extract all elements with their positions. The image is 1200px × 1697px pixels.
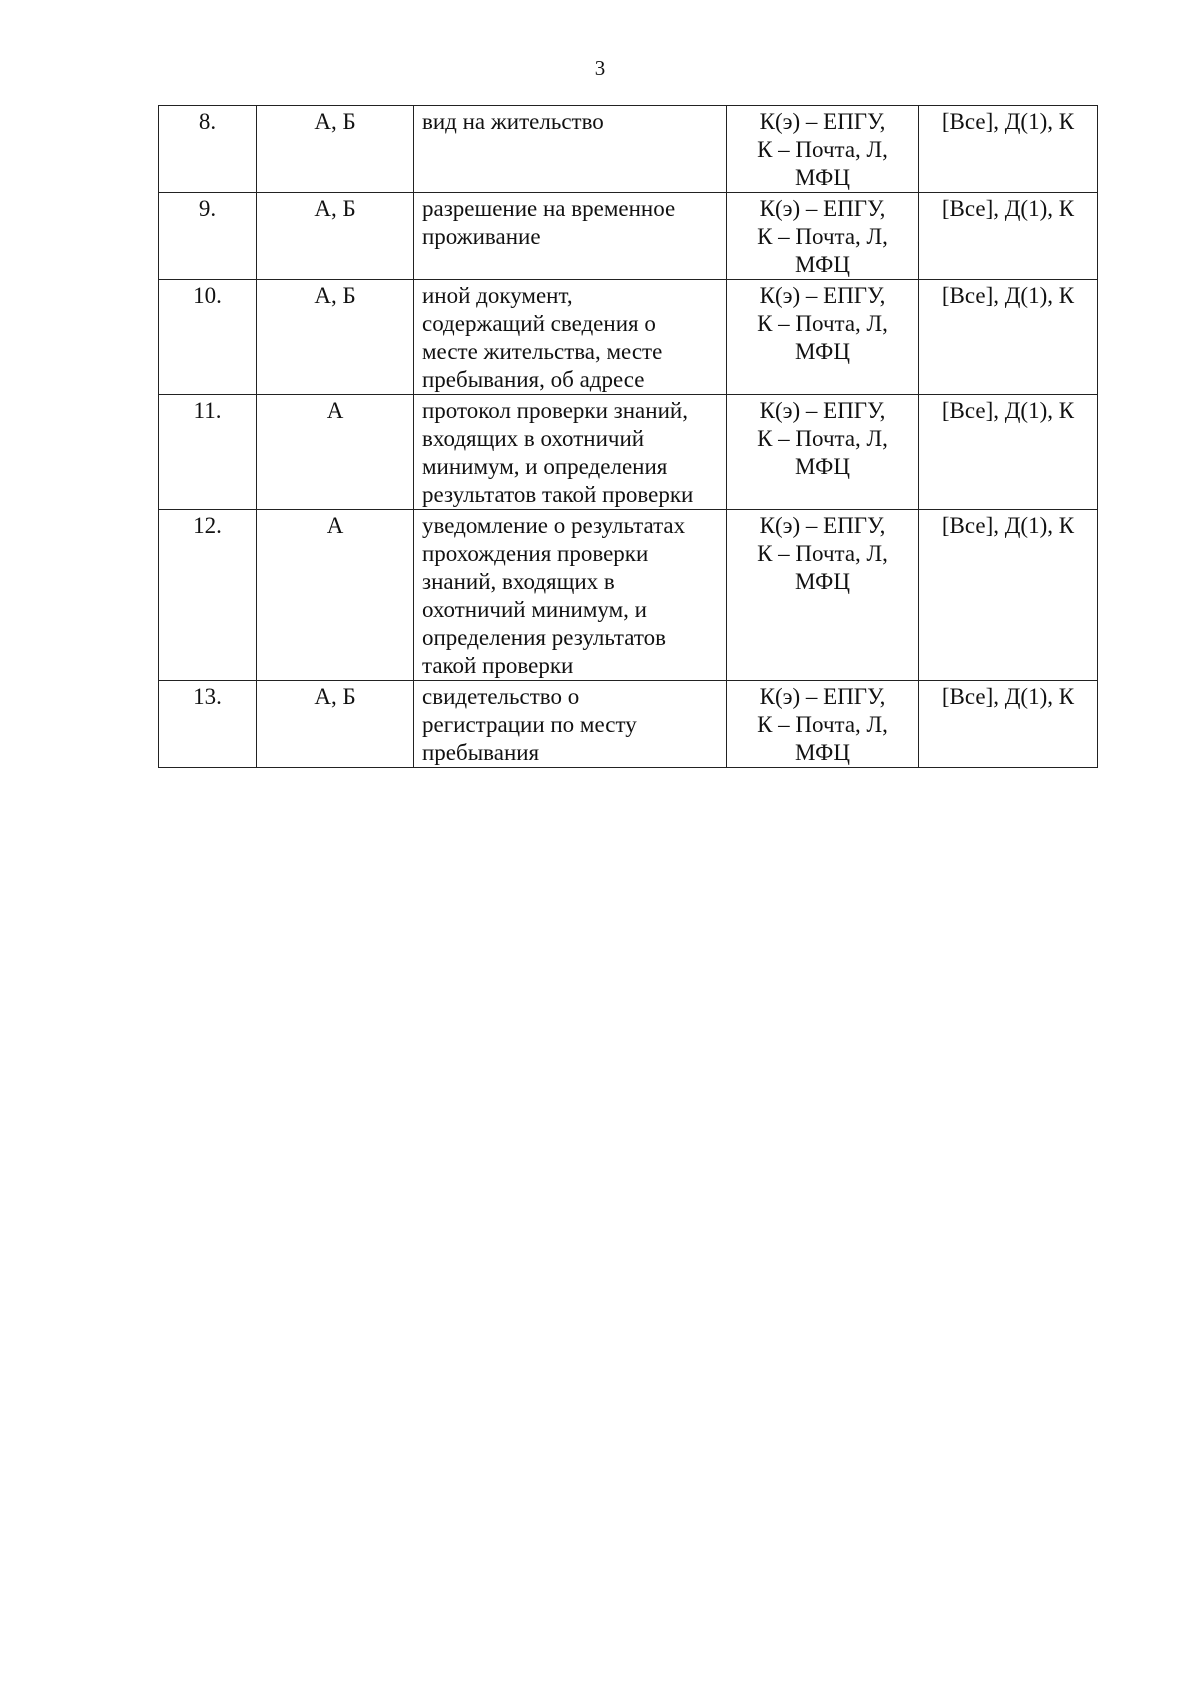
submission-method-line: К – Почта, Л,: [757, 426, 888, 451]
row-number-cell: 9.: [159, 193, 257, 280]
document-name-line: определения результатов: [422, 625, 666, 650]
requirements-cell: [Все], Д(1), К: [919, 106, 1098, 193]
row-number-cell: 12.: [159, 510, 257, 681]
submission-method-cell: [727, 193, 919, 280]
document-name-line: входящих в охотничий: [422, 426, 645, 451]
document-name-line: протокол проверки знаний,: [422, 398, 688, 423]
document-name-line: охотничий минимум, и: [422, 597, 647, 622]
submission-method-line: К – Почта, Л,: [757, 712, 888, 737]
submission-method-line: МФЦ: [795, 569, 850, 594]
submission-method-cell: [727, 681, 919, 768]
table-row: [159, 681, 1098, 768]
document-name-cell: [414, 395, 727, 510]
document-name-line: проживание: [422, 224, 541, 249]
applicant-category-cell: А, Б: [257, 280, 414, 395]
document-name-line: регистрации по месту: [422, 712, 637, 737]
document-name-cell: [414, 106, 727, 193]
submission-method-line: К(э) – ЕПГУ,: [759, 513, 886, 538]
row-number-cell: 8.: [159, 106, 257, 193]
submission-method-line: МФЦ: [795, 339, 850, 364]
document-name-line: разрешение на временное: [422, 196, 676, 221]
document-name-line: знаний, входящих в: [422, 569, 615, 594]
requirements-cell: [Все], Д(1), К: [919, 681, 1098, 768]
table-row: [159, 510, 1098, 681]
requirements-cell: [Все], Д(1), К: [919, 395, 1098, 510]
document-name-cell: [414, 681, 727, 768]
submission-method-cell: [727, 510, 919, 681]
document-name-line: пребывания, об адресе: [422, 367, 645, 392]
submission-method-line: К(э) – ЕПГУ,: [759, 196, 886, 221]
document-name-cell: [414, 280, 727, 395]
submission-method-cell: [727, 395, 919, 510]
document-name-line: прохождения проверки: [422, 541, 649, 566]
requirements-cell: [Все], Д(1), К: [919, 510, 1098, 681]
requirements-cell: [Все], Д(1), К: [919, 193, 1098, 280]
submission-method-line: К – Почта, Л,: [757, 311, 888, 336]
document-name-line: содержащий сведения о: [422, 311, 656, 336]
row-number-cell: 13.: [159, 681, 257, 768]
document-name-line: результатов такой проверки: [422, 482, 694, 507]
submission-method-cell: [727, 106, 919, 193]
row-number-cell: 10.: [159, 280, 257, 395]
table-row: [159, 395, 1098, 510]
applicant-category-cell: А: [257, 395, 414, 510]
submission-method-line: К(э) – ЕПГУ,: [759, 684, 886, 709]
table-row: [159, 106, 1098, 193]
document-name-line: минимум, и определения: [422, 454, 668, 479]
document-name-line: такой проверки: [422, 653, 574, 678]
document-name-cell: [414, 193, 727, 280]
document-name-line: свидетельство о: [422, 684, 580, 709]
document-name-cell: [414, 510, 727, 681]
table-row: [159, 193, 1098, 280]
submission-method-line: К – Почта, Л,: [757, 224, 888, 249]
submission-method-line: К – Почта, Л,: [757, 541, 888, 566]
document-name-line: месте жительства, месте: [422, 339, 663, 364]
document-name-line: уведомление о результатах: [422, 513, 686, 538]
applicant-category-cell: А: [257, 510, 414, 681]
submission-method-line: МФЦ: [795, 252, 850, 277]
submission-method-line: МФЦ: [795, 454, 850, 479]
submission-method-line: К(э) – ЕПГУ,: [759, 398, 886, 423]
applicant-category-cell: А, Б: [257, 193, 414, 280]
page-number: 3: [594, 56, 606, 80]
submission-method-line: МФЦ: [795, 740, 850, 765]
submission-method-cell: [727, 280, 919, 395]
requirements-cell: [Все], Д(1), К: [919, 280, 1098, 395]
documents-table: [158, 105, 1098, 768]
document-name-line: иной документ,: [422, 283, 573, 308]
applicant-category-cell: А, Б: [257, 106, 414, 193]
submission-method-line: К(э) – ЕПГУ,: [759, 109, 886, 134]
table-row: [159, 280, 1098, 395]
submission-method-line: МФЦ: [795, 165, 850, 190]
row-number-cell: 11.: [159, 395, 257, 510]
submission-method-line: К(э) – ЕПГУ,: [759, 283, 886, 308]
applicant-category-cell: А, Б: [257, 681, 414, 768]
submission-method-line: К – Почта, Л,: [757, 137, 888, 162]
document-name-line: пребывания: [422, 740, 540, 765]
document-name-line: вид на жительство: [422, 109, 604, 134]
